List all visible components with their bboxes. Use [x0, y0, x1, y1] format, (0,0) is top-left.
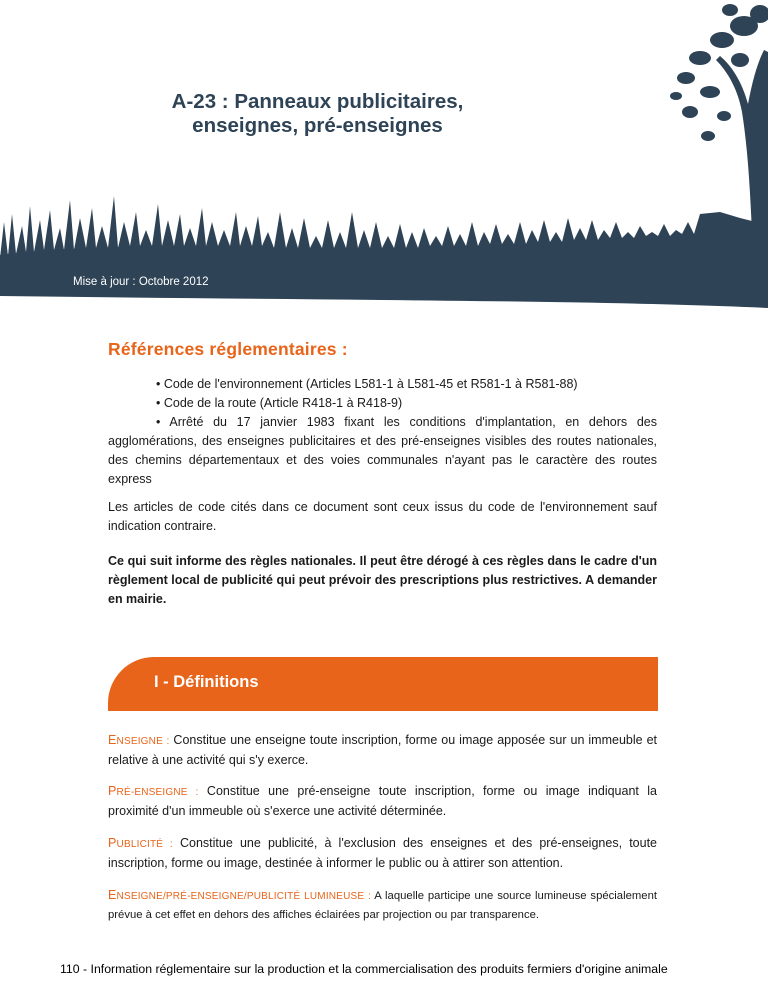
local-rules-warning: Ce qui suit informe des règles nationales. Il peut être dérogé à ces règles dans le cadre d'un règlement local de publicité qui peut prévoir des prescriptions plus restrictives. A demander en mairie. — [108, 554, 657, 606]
update-date: Mise à jour : Octobre 2012 — [73, 276, 209, 288]
definition-lumineuse — [108, 886, 657, 925]
reference-item: • Code de la route (Article R418-1 à R418-9) — [156, 396, 403, 410]
references-heading: Références réglementaires : — [108, 339, 348, 359]
document-title — [130, 90, 505, 138]
definition-term: ENSEIGNE : — [108, 733, 170, 747]
page-footer: 110 - Information réglementaire sur la production et la commercialisation des produits fermiers d'origine animale — [60, 962, 668, 976]
definition-text: Constitue une publicité, à l'exclusion des enseignes et des pré-enseignes, toute inscription, forme ou image, destinée à informer le public ou à attirer son attention. — [108, 836, 658, 870]
definition-text: Constitue une enseigne toute inscription, forme ou image apposée sur un immeuble et relative à une activité qui s'y exerce. — [108, 733, 657, 767]
code-note-paragraph: Les articles de code cités dans ce document sont ceux issus du code de l'environnement sauf indication contraire. — [108, 500, 657, 533]
grass-silhouette — [0, 196, 768, 262]
definition-text: Constitue une pré-enseigne toute inscription, forme ou image indiquant la proximité d'un immeuble où s'exerce une activité déterminée. — [108, 784, 657, 818]
reference-item: • Code de l'environnement (Articles L581-1 à L581-45 et R581-1 à R581-88) — [156, 377, 578, 391]
tree-trunk — [716, 50, 768, 232]
definition-term: PUBLICITÉ : — [108, 836, 173, 850]
document-title-line-1: A-23 : Panneaux publicitaires, — [171, 90, 464, 113]
definition-term: ENSEIGNE/PRÉ-ENSEIGNE/PUBLICITÉ LUMINEUSE : — [108, 888, 371, 902]
definition-term: PRÉ-ENSEIGNE : — [108, 784, 199, 798]
document-title-line-2: enseignes, pré-enseignes — [192, 114, 443, 137]
references-list — [108, 375, 657, 489]
definition-pre-enseigne — [108, 782, 657, 821]
section-header-band — [108, 657, 658, 711]
definition-enseigne — [108, 731, 657, 770]
section-title: I - Définitions — [154, 673, 259, 691]
reference-item: • Arrêté du 17 janvier 1983 fixant les conditions d'implantation, en dehors des agglomérations, des enseignes publicitaires et des pré-enseignes visibles des routes nationales, des chemins départementaux et des voies communales n'ayant pas le caractère des routes express — [108, 415, 657, 486]
definition-text: A laquelle participe une source lumineuse spécialement prévue à cet effet en dehors des affiches éclairées par projection ou par transparence. — [108, 890, 657, 921]
definition-publicite — [108, 834, 657, 873]
header-landscape-illustration — [0, 0, 768, 310]
